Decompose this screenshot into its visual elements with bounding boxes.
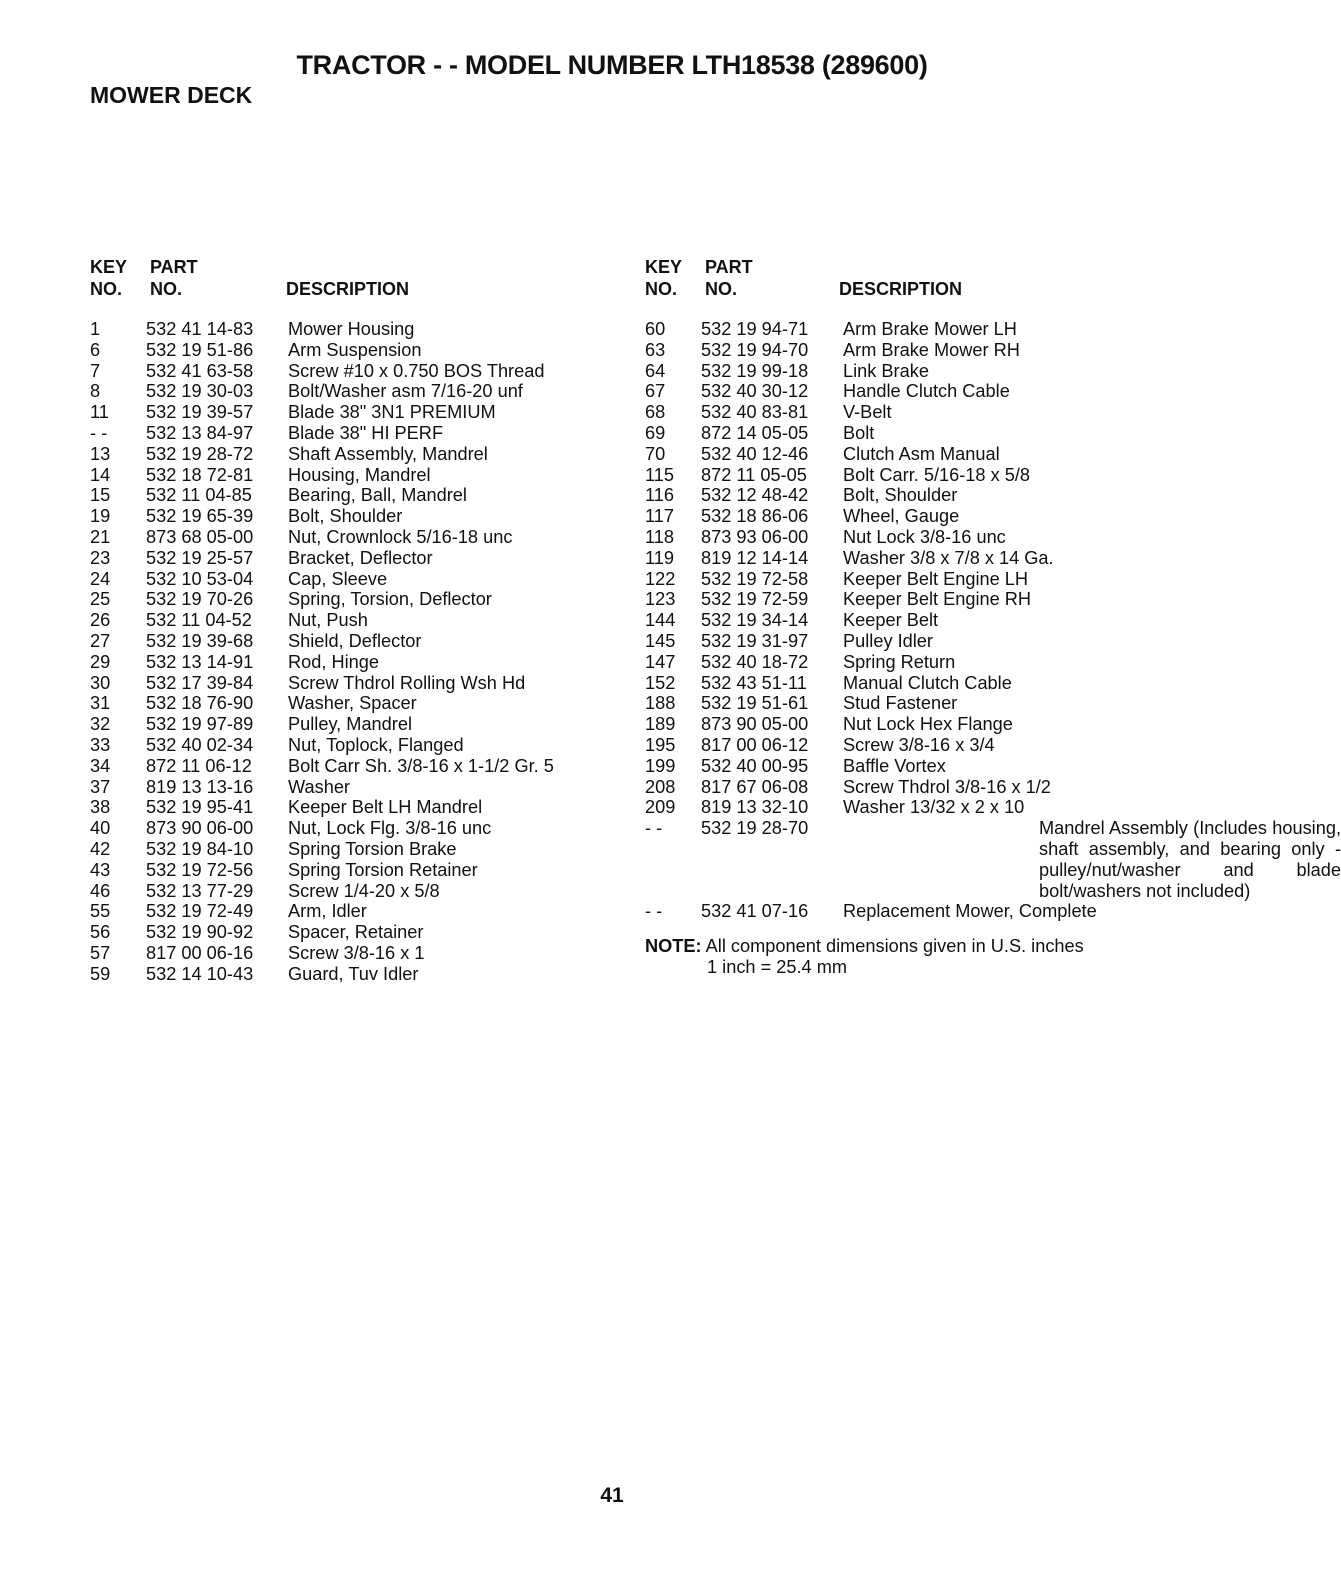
parts-table-left (90, 257, 610, 985)
key-number: 27 (90, 630, 111, 651)
key-number: 63 (645, 339, 666, 360)
table-row (90, 652, 610, 673)
header-description: DESCRIPTION (286, 279, 410, 299)
table-row (90, 735, 610, 756)
table-row (90, 319, 610, 340)
key-number: 34 (90, 755, 111, 776)
part-description: Bracket, Deflector (288, 547, 433, 568)
part-number: 872 11 06-12 (146, 755, 252, 776)
table-row (90, 465, 610, 486)
key-number: 15 (90, 485, 111, 506)
key-number: 21 (90, 526, 111, 547)
part-number: 532 19 90-92 (146, 922, 254, 943)
part-description: Bolt/Washer asm 7/16-20 unf (288, 381, 523, 402)
key-number: 209 (645, 797, 676, 818)
table-row (645, 465, 1165, 486)
key-number: 23 (90, 547, 111, 568)
part-number: 532 19 94-71 (701, 319, 809, 339)
table-row (90, 756, 610, 777)
table-header (90, 257, 610, 319)
part-description: Bolt (843, 422, 875, 443)
part-number: 532 40 83-81 (701, 402, 809, 423)
part-description: Shaft Assembly, Mandrel (288, 443, 488, 464)
key-number: - - (645, 818, 663, 839)
part-number: 532 18 72-81 (146, 464, 254, 485)
key-number: 56 (90, 922, 111, 943)
table-row (645, 423, 1165, 444)
table-row (90, 714, 610, 735)
key-number: 13 (90, 443, 111, 464)
table-row (645, 756, 1165, 777)
part-description: Shield, Deflector (288, 630, 422, 651)
part-description: Bolt Carr Sh. 3/8-16 x 1-1/2 Gr. 5 (288, 755, 554, 776)
key-number: 37 (90, 776, 111, 797)
part-number: 532 19 28-70 (701, 818, 809, 839)
part-number: 873 90 06-00 (146, 818, 254, 839)
part-number: 532 19 65-39 (146, 506, 254, 527)
table-row (90, 361, 610, 382)
part-number: 532 40 02-34 (146, 734, 254, 755)
key-number: 29 (90, 651, 111, 672)
table-row (645, 527, 1165, 548)
part-description: Arm Brake Mower RH (843, 339, 1020, 360)
part-number: 532 18 86-06 (701, 506, 809, 527)
part-description: Washer (288, 776, 350, 797)
part-number: 817 00 06-16 (146, 942, 254, 963)
note (645, 936, 1165, 978)
part-description: Stud Fastener (843, 693, 958, 714)
key-number: 189 (645, 714, 676, 735)
part-description: Manual Clutch Cable (843, 672, 1012, 693)
part-description: Arm Suspension (288, 339, 422, 360)
part-description: Pulley Idler (843, 630, 933, 651)
part-number: 819 12 14-14 (701, 547, 809, 568)
part-description: Nut, Push (288, 610, 368, 631)
key-number: 188 (645, 693, 676, 714)
part-description: Keeper Belt (843, 610, 939, 631)
table-row (90, 818, 610, 839)
part-number: 872 14 05-05 (701, 422, 809, 443)
part-description: Screw 3/8-16 x 1 (288, 942, 425, 963)
key-number: 14 (90, 464, 111, 485)
part-description: Guard, Tuv Idler (288, 963, 419, 984)
table-row (90, 673, 610, 694)
part-description: Screw Thdrol 3/8-16 x 1/2 (843, 776, 1051, 797)
part-description: Mandrel Assembly (Includes housing, shaft assembly, and bearing only - pulley/nut/washer and blade bolt/washers not included) (1039, 818, 1341, 901)
table-row (645, 361, 1165, 382)
part-number: 532 19 72-49 (146, 901, 254, 922)
key-number: 31 (90, 693, 111, 714)
key-number: 118 (645, 526, 674, 547)
part-number: 532 19 34-14 (701, 610, 809, 631)
key-number: 122 (645, 568, 676, 589)
key-number: 40 (90, 818, 111, 839)
table-row (645, 589, 1165, 610)
part-number: 532 40 12-46 (701, 443, 809, 464)
part-number: 532 13 84-97 (146, 422, 254, 443)
part-number: 532 19 72-58 (701, 568, 809, 589)
part-description: Screw 1/4-20 x 5/8 (288, 880, 440, 901)
part-number: 532 19 28-72 (146, 443, 254, 464)
part-number: 819 13 32-10 (701, 797, 809, 818)
table-row (645, 319, 1165, 340)
note-line1: All component dimensions given in U.S. inches (705, 936, 1084, 957)
part-description: Bolt, Shoulder (288, 506, 403, 527)
key-number: 145 (645, 630, 676, 651)
part-description: Pulley, Mandrel (288, 714, 412, 735)
part-description: Handle Clutch Cable (843, 381, 1010, 402)
part-number: 532 13 14-91 (146, 651, 254, 672)
table-row (90, 943, 610, 964)
table-row (90, 797, 610, 818)
table-row (90, 569, 610, 590)
key-number: 117 (645, 506, 674, 527)
key-number: 199 (645, 755, 676, 776)
header-key-line1: KEY (645, 257, 683, 277)
part-description: Housing, Mandrel (288, 464, 431, 485)
key-number: 57 (90, 942, 111, 963)
table-row (645, 548, 1165, 569)
key-number: 123 (645, 589, 676, 610)
part-description: Replacement Mower, Complete (843, 901, 1097, 922)
part-number: 532 10 53-04 (146, 568, 254, 589)
key-number: 64 (645, 360, 666, 381)
header-description: DESCRIPTION (839, 279, 963, 299)
part-description: Nut Lock Hex Flange (843, 714, 1013, 735)
part-description: Spacer, Retainer (288, 922, 424, 943)
part-number: 532 19 51-61 (701, 693, 809, 714)
part-description: Link Brake (843, 360, 929, 381)
part-number: 873 68 05-00 (146, 526, 254, 547)
table-row (645, 631, 1165, 652)
table-row (645, 735, 1165, 756)
part-description: Arm Brake Mower LH (843, 319, 1017, 339)
part-number: 873 90 05-00 (701, 714, 809, 735)
key-number: 24 (90, 568, 111, 589)
key-number: 25 (90, 589, 111, 610)
key-number: - - (90, 422, 108, 443)
part-description: Rod, Hinge (288, 651, 379, 672)
table-row (645, 673, 1165, 694)
key-number: 30 (90, 672, 111, 693)
table-row (645, 381, 1165, 402)
note-line2: 1 inch = 25.4 mm (707, 957, 848, 978)
part-description: Cap, Sleeve (288, 568, 388, 589)
part-description: Washer, Spacer (288, 693, 417, 714)
table-row (90, 423, 610, 444)
part-description: Wheel, Gauge (843, 506, 960, 527)
key-number: 115 (645, 464, 674, 485)
part-description: V-Belt (843, 402, 892, 423)
part-description: Blade 38" HI PERF (288, 422, 444, 443)
page-number: 41 (600, 1484, 624, 1507)
header-part-line2: NO. (150, 279, 183, 299)
table-row (90, 693, 610, 714)
note-label: NOTE: (645, 936, 702, 957)
part-description: Nut Lock 3/8-16 unc (843, 526, 1006, 547)
part-description: Screw #10 x 0.750 BOS Thread (288, 360, 545, 381)
part-number: 817 00 06-12 (701, 734, 809, 755)
part-number: 532 19 30-03 (146, 381, 254, 402)
table-row (90, 631, 610, 652)
part-number: 532 41 07-16 (701, 901, 809, 922)
part-description: Keeper Belt Engine LH (843, 568, 1029, 589)
part-number: 532 19 99-18 (701, 360, 809, 381)
table-row (645, 818, 1341, 901)
header-key-line2: NO. (90, 279, 123, 299)
key-number: 32 (90, 714, 111, 735)
table-row (90, 860, 610, 881)
part-number: 532 14 10-43 (146, 963, 254, 984)
section-title: MOWER DECK (90, 82, 253, 108)
part-number: 873 93 06-00 (701, 526, 809, 547)
key-number: 195 (645, 734, 676, 755)
table-row (645, 652, 1165, 673)
part-number: 532 40 18-72 (701, 651, 809, 672)
part-description: Spring Return (843, 651, 956, 672)
table-row (645, 693, 1165, 714)
key-number: 144 (645, 610, 676, 631)
part-number: 817 67 06-08 (701, 776, 809, 797)
part-description: Keeper Belt LH Mandrel (288, 797, 483, 818)
table-row (645, 797, 1165, 818)
parts-table-right (645, 257, 1341, 978)
key-number: 33 (90, 734, 111, 755)
part-description: Spring Torsion Retainer (288, 859, 478, 880)
part-number: 532 19 94-70 (701, 339, 809, 360)
table-row (645, 610, 1165, 631)
part-number: 532 19 84-10 (146, 838, 254, 859)
part-number: 532 18 76-90 (146, 693, 254, 714)
table-header (645, 257, 1165, 319)
table-row (90, 964, 610, 985)
table-row (90, 485, 610, 506)
table-row (90, 381, 610, 402)
key-number: 43 (90, 859, 111, 880)
part-number: 532 40 00-95 (701, 755, 809, 776)
table-row (645, 901, 1165, 922)
part-number: 819 13 13-16 (146, 776, 254, 797)
part-description: Screw Thdrol Rolling Wsh Hd (288, 672, 526, 693)
key-number: 19 (90, 506, 111, 527)
key-number: 26 (90, 610, 111, 631)
part-number: 532 11 04-85 (146, 485, 252, 506)
table-row (90, 506, 610, 527)
key-number: 6 (90, 339, 101, 360)
key-number: 55 (90, 901, 111, 922)
part-number: 532 19 25-57 (146, 547, 254, 568)
key-number: 7 (90, 360, 101, 381)
key-number: 69 (645, 422, 666, 443)
table-row (645, 444, 1165, 465)
table-row (90, 881, 610, 902)
table-row (645, 340, 1165, 361)
part-number: 532 19 97-89 (146, 714, 254, 735)
key-number: 38 (90, 797, 111, 818)
key-number: 60 (645, 319, 666, 339)
key-number: 11 (90, 402, 109, 423)
part-number: 532 13 77-29 (146, 880, 254, 901)
table-row (645, 506, 1165, 527)
key-number: 152 (645, 672, 676, 693)
header-part-line1: PART (705, 257, 753, 277)
part-description: Washer 13/32 x 2 x 10 (843, 797, 1025, 818)
key-number: 70 (645, 443, 666, 464)
part-description: Bolt, Shoulder (843, 485, 958, 506)
key-number: 42 (90, 838, 111, 859)
key-number: 147 (645, 651, 676, 672)
part-number: 532 19 72-59 (701, 589, 809, 610)
part-description: Baffle Vortex (843, 755, 946, 776)
part-description: Clutch Asm Manual (843, 443, 1000, 464)
key-number: - - (645, 901, 663, 922)
table-row (90, 444, 610, 465)
page-title: TRACTOR - - MODEL NUMBER LTH18538 (289600) (296, 50, 928, 80)
part-number: 532 19 51-86 (146, 339, 254, 360)
key-number: 116 (645, 485, 674, 506)
part-number: 532 11 04-52 (146, 610, 252, 631)
part-description: Bolt Carr. 5/16-18 x 5/8 (843, 464, 1031, 485)
part-number: 532 12 48-42 (701, 485, 809, 506)
table-row (90, 839, 610, 860)
table-row (90, 777, 610, 798)
key-number: 1 (90, 319, 101, 339)
table-row (90, 610, 610, 631)
header-key-line2: NO. (645, 279, 678, 299)
part-number: 532 41 63-58 (146, 360, 254, 381)
part-description: Mower Housing (288, 319, 415, 339)
table-row (645, 569, 1165, 590)
part-description: Spring, Torsion, Deflector (288, 589, 492, 610)
table-row (645, 402, 1165, 423)
table-row (90, 589, 610, 610)
key-number: 8 (90, 381, 101, 402)
part-description: Nut, Lock Flg. 3/8-16 unc (288, 818, 492, 839)
part-number: 872 11 05-05 (701, 464, 807, 485)
table-row (90, 527, 610, 548)
part-description: Washer 3/8 x 7/8 x 14 Ga. (843, 547, 1054, 568)
table-row (645, 777, 1165, 798)
part-number: 532 19 39-57 (146, 402, 254, 423)
part-description: Bearing, Ball, Mandrel (288, 485, 467, 506)
parts-list-left (90, 319, 610, 985)
key-number: 67 (645, 381, 666, 402)
key-number: 59 (90, 963, 111, 984)
part-description: Spring Torsion Brake (288, 838, 457, 859)
part-description: Arm, Idler (288, 901, 367, 922)
part-number: 532 43 51-11 (701, 672, 807, 693)
part-number: 532 19 39-68 (146, 630, 254, 651)
part-description: Nut, Crownlock 5/16-18 unc (288, 526, 513, 547)
part-number: 532 40 30-12 (701, 381, 809, 402)
table-row (90, 548, 610, 569)
part-number: 532 17 39-84 (146, 672, 254, 693)
header-key-line1: KEY (90, 257, 128, 277)
part-description: Nut, Toplock, Flanged (288, 734, 464, 755)
table-row (90, 402, 610, 423)
part-description: Screw 3/8-16 x 3/4 (843, 734, 995, 755)
part-number: 532 19 95-41 (146, 797, 254, 818)
table-row (90, 340, 610, 361)
key-number: 46 (90, 880, 111, 901)
part-number: 532 41 14-83 (146, 319, 254, 339)
key-number: 119 (645, 547, 674, 568)
parts-list-right (645, 319, 1341, 922)
table-row (645, 485, 1165, 506)
part-number: 532 19 72-56 (146, 859, 254, 880)
table-row (90, 901, 610, 922)
part-number: 532 19 31-97 (701, 630, 809, 651)
part-number: 532 19 70-26 (146, 589, 254, 610)
part-description: Blade 38" 3N1 PREMIUM (288, 402, 496, 423)
table-row (90, 922, 610, 943)
table-row (645, 714, 1165, 735)
key-number: 208 (645, 776, 676, 797)
header-part-line1: PART (150, 257, 198, 277)
part-description: Keeper Belt Engine RH (843, 589, 1032, 610)
key-number: 68 (645, 402, 666, 423)
header-part-line2: NO. (705, 279, 738, 299)
